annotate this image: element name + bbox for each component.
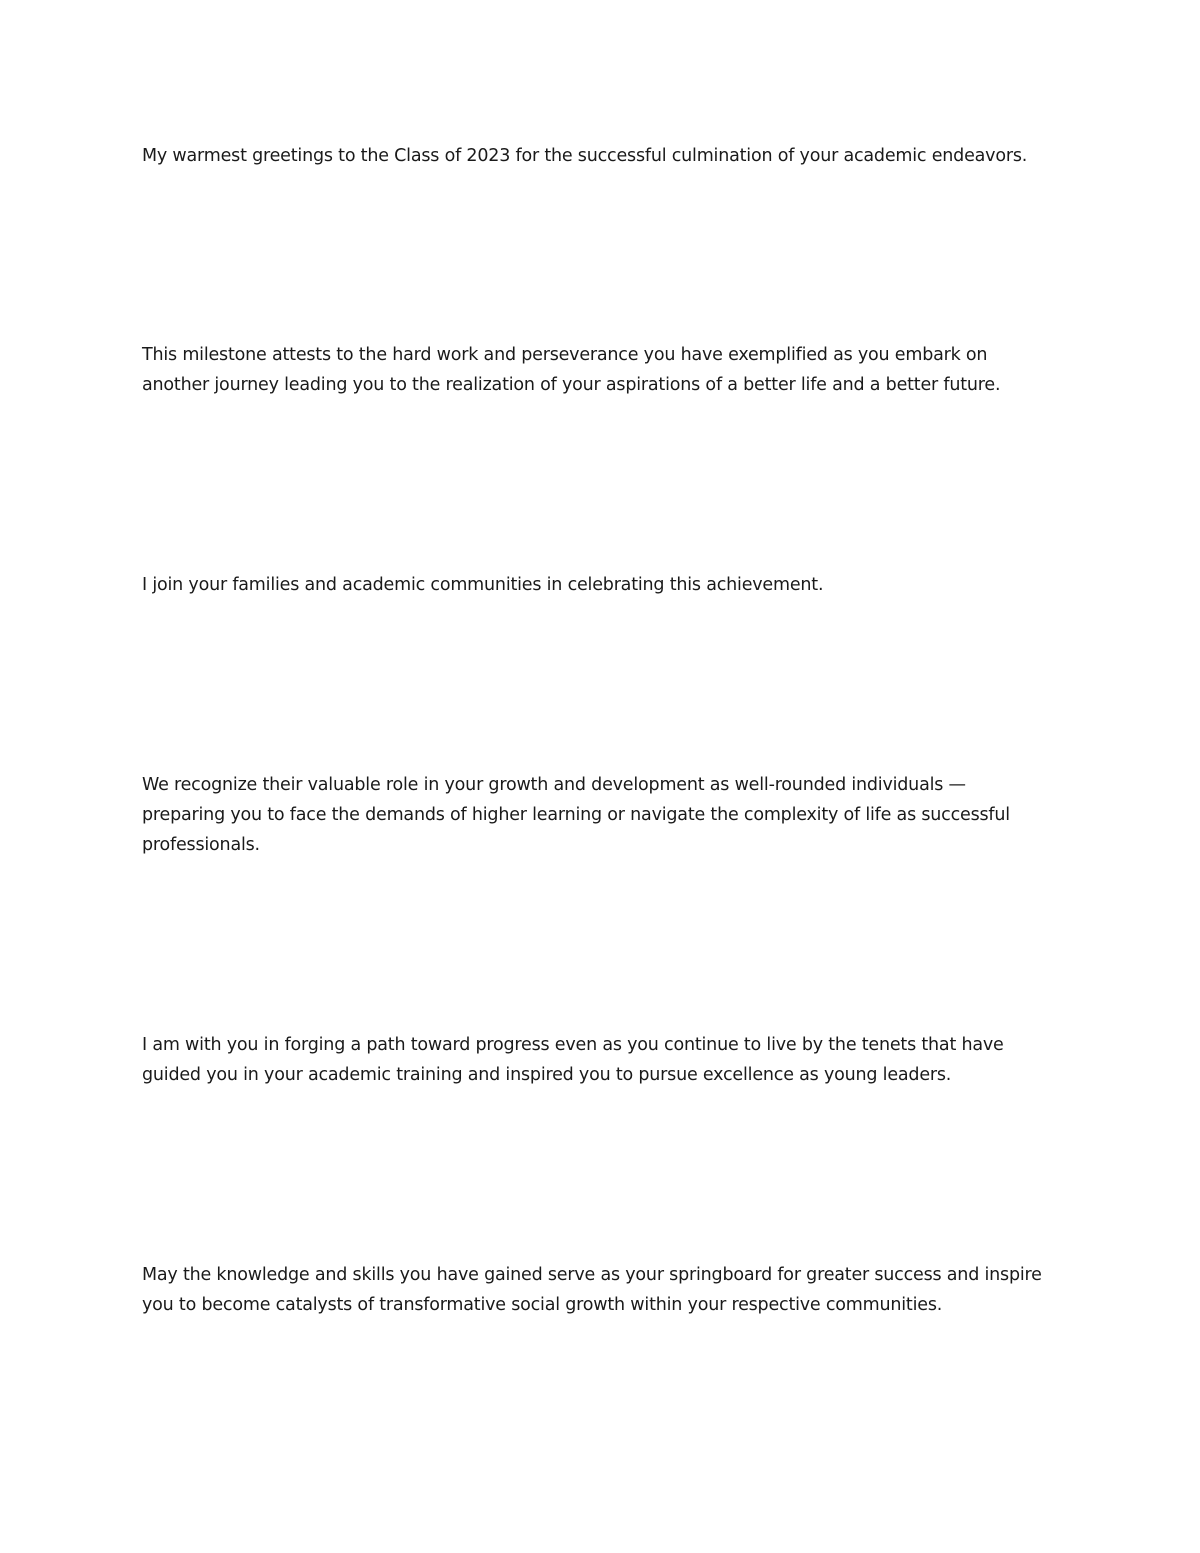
paragraph-line: another journey leading you to the realization of your aspirations of a better life and a better future.: [142, 375, 1001, 395]
paragraph-greetings: [142, 141, 1062, 171]
paragraph-line: May the knowledge and skills you have gained serve as your springboard for greater success and inspire: [142, 1265, 1042, 1285]
paragraph-line: you to become catalysts of transformative social growth within your respective communities.: [142, 1295, 943, 1315]
paragraph-celebration: [142, 570, 1062, 600]
paragraph-line: professionals.: [142, 835, 260, 855]
paragraph-line: This milestone attests to the hard work and perseverance you have exemplified as you embark on: [142, 345, 988, 365]
paragraph-milestone: [142, 340, 1062, 400]
paragraph-line: guided you in your academic training and inspired you to pursue excellence as young leaders.: [142, 1065, 952, 1085]
paragraph-closing: [142, 1260, 1062, 1320]
paragraph-line: I join your families and academic communities in celebrating this achievement.: [142, 575, 824, 595]
paragraph-line: My warmest greetings to the Class of 2023 for the successful culmination of your academic endeavors.: [142, 146, 1028, 166]
paragraph-progress: [142, 1030, 1062, 1090]
paragraph-line: I am with you in forging a path toward progress even as you continue to live by the tenets that have: [142, 1035, 1004, 1055]
paragraph-recognition: [142, 770, 1062, 860]
paragraph-line: We recognize their valuable role in your growth and development as well-rounded individuals —: [142, 775, 966, 795]
paragraph-line: preparing you to face the demands of higher learning or navigate the complexity of life as successful: [142, 805, 1010, 825]
